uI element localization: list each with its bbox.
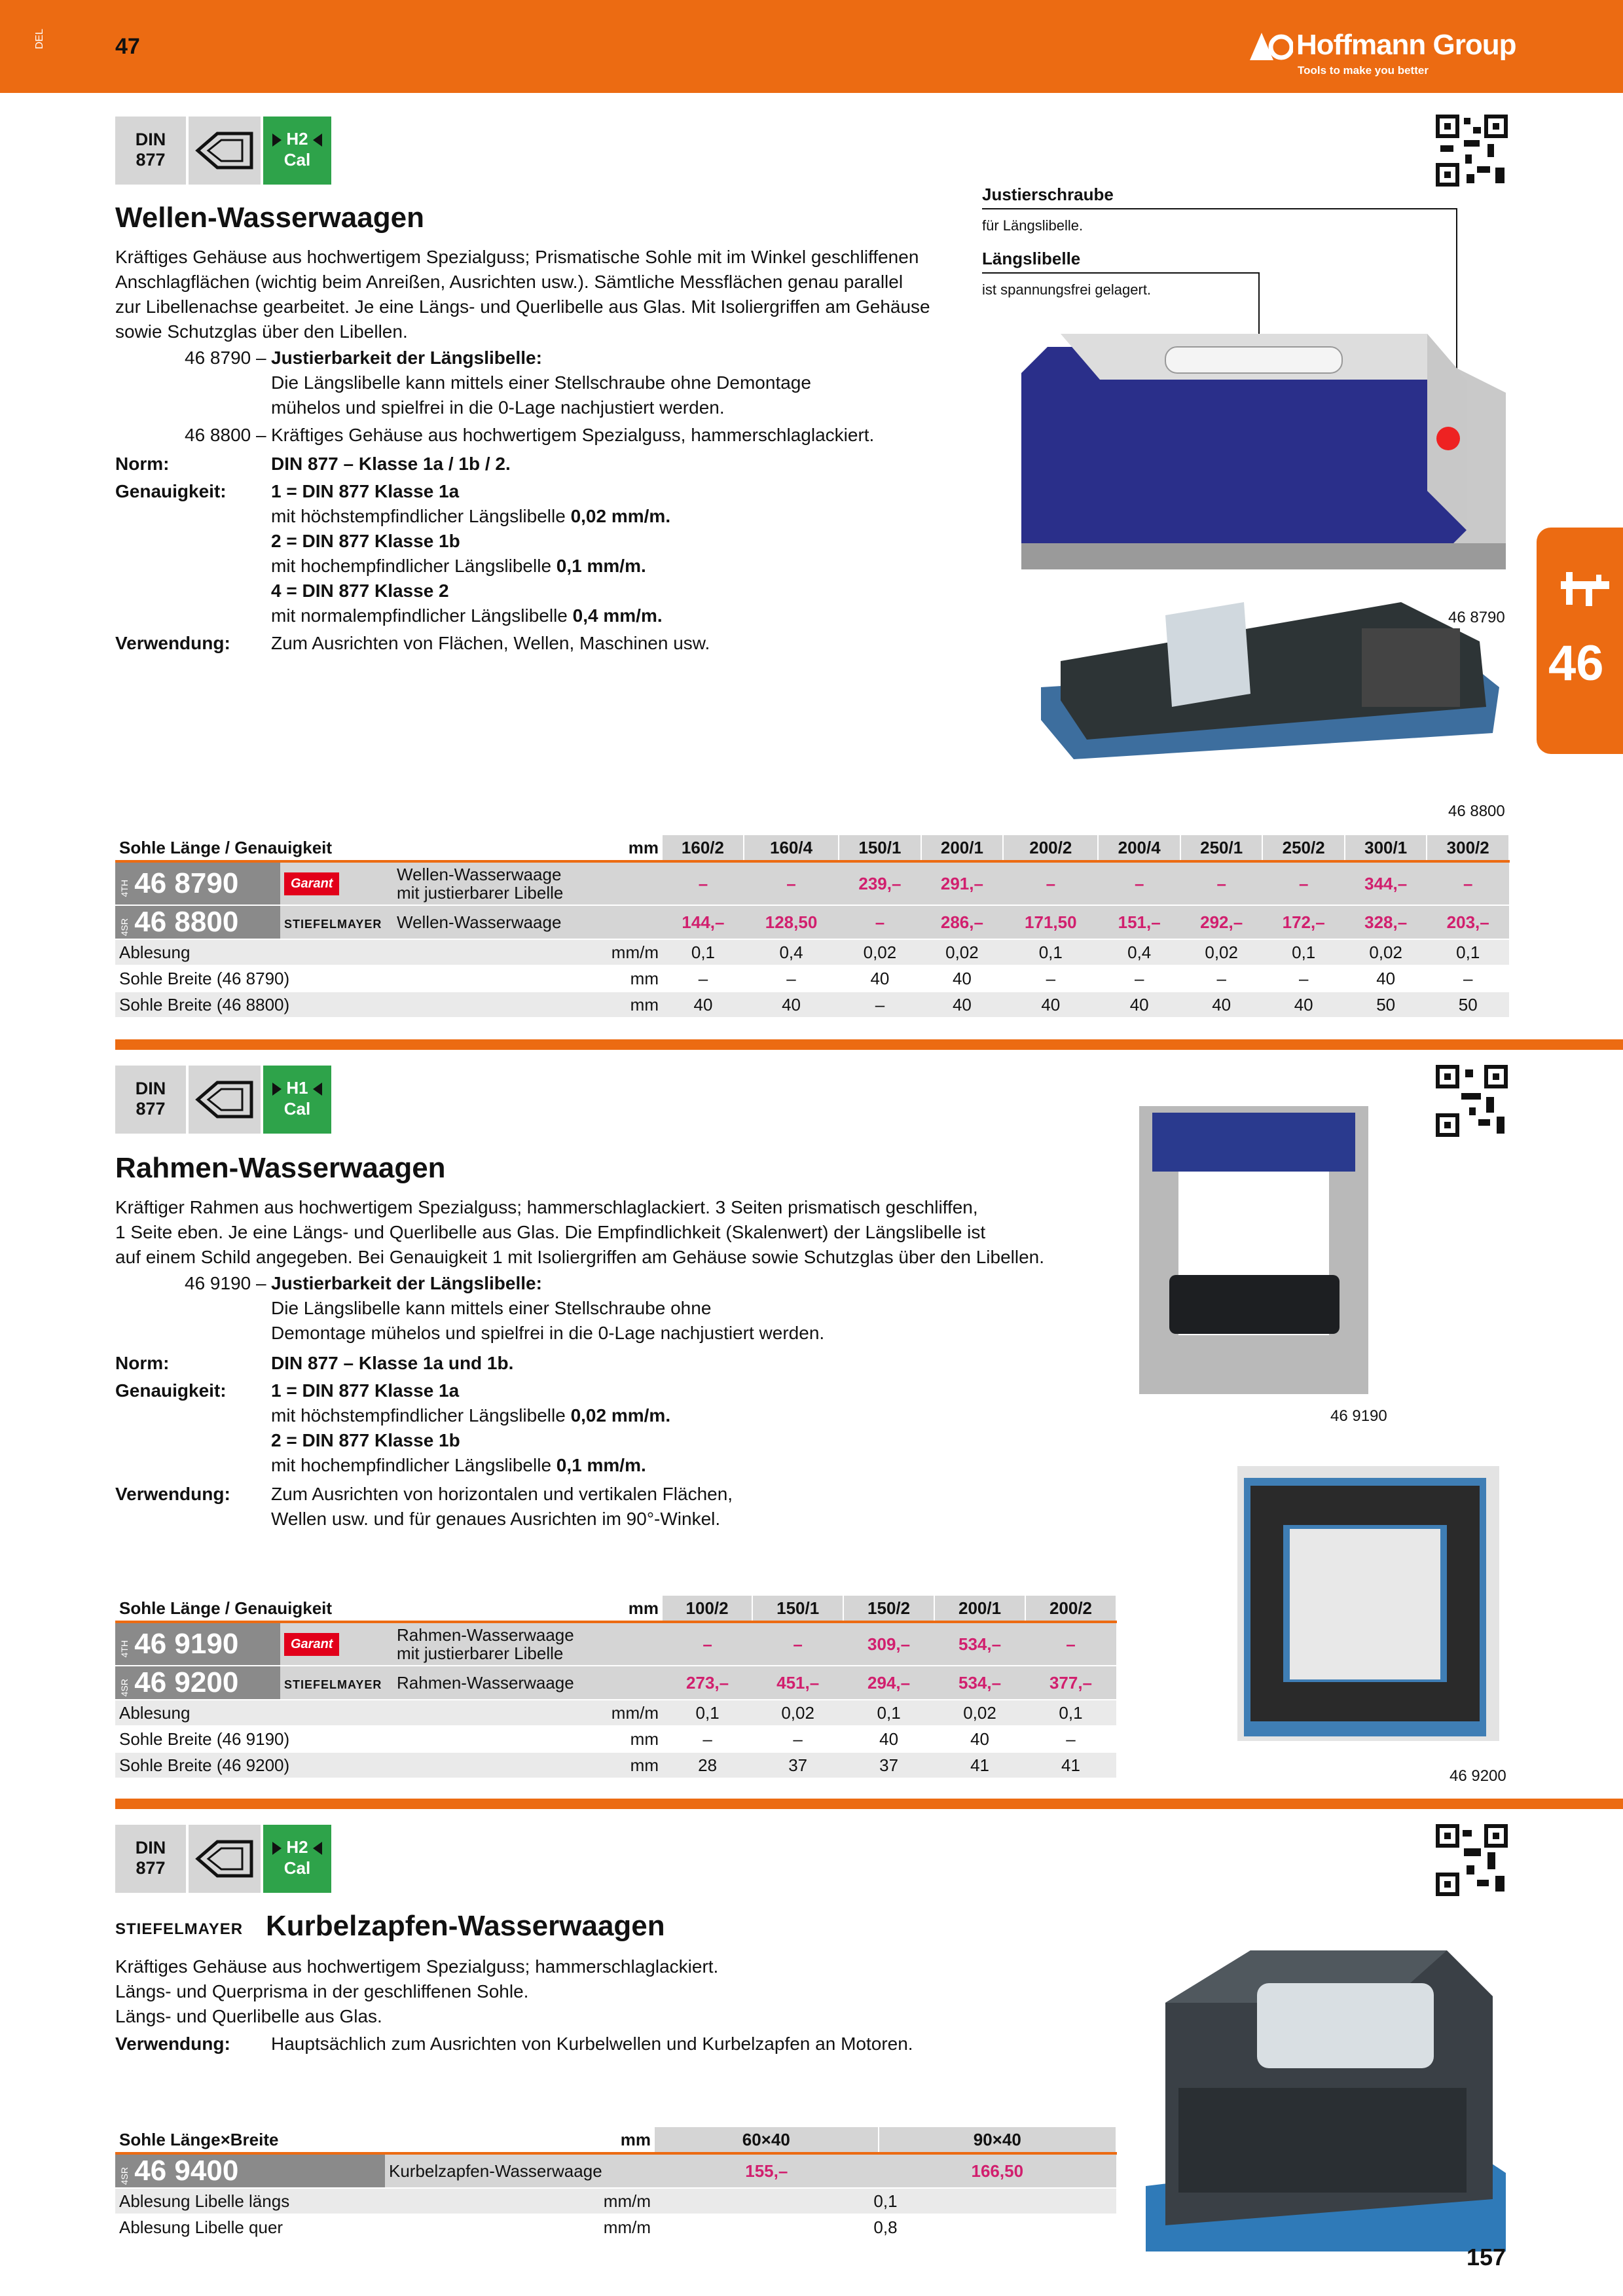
spec-cell: 40	[1003, 992, 1098, 1018]
size-column: 160/4	[744, 835, 839, 861]
row-description: Rahmen-Wasserwaage mit justierbarer Libelle	[393, 1622, 663, 1666]
spec-cell: –	[839, 992, 921, 1018]
norm-label: Norm:	[115, 454, 170, 474]
spec-cell: 37	[752, 1752, 843, 1778]
spec-cell: 0,02	[1345, 939, 1427, 965]
spec-cell: 0,1	[1025, 1700, 1116, 1726]
header-unit: mm	[393, 1596, 663, 1622]
section-title: Kurbelzapfen-Wasserwaagen	[266, 1910, 665, 1942]
spec-cell: 40	[934, 1726, 1025, 1752]
brand-logo: Garant	[280, 861, 393, 905]
price-cell: 203,–	[1427, 905, 1509, 939]
spec-cell: 0,1	[655, 2188, 1116, 2214]
price-cell: 309,–	[843, 1622, 934, 1666]
item-text: Kräftiges Gehäuse aus hochwertigem Spezialguss, hammerschlaglackiert.	[271, 425, 875, 445]
image-caption: 46 8790	[1448, 609, 1505, 626]
price-cell: –	[663, 861, 744, 905]
price-cell: –	[1003, 861, 1098, 905]
item-number: 46 9190 –	[185, 1273, 266, 1293]
table-row[interactable]	[115, 905, 1509, 939]
din-badge: DIN 877	[115, 1066, 186, 1134]
usage-label: Verwendung:	[115, 1484, 230, 1504]
price-cell: 155,–	[655, 2153, 879, 2188]
accuracy-class-badge: H1 Cal	[263, 1066, 331, 1134]
price-cell: 292,–	[1180, 905, 1263, 939]
spec-unit: mm/m	[385, 2214, 655, 2240]
price-cell: –	[1262, 861, 1345, 905]
spec-cell: 40	[843, 1726, 934, 1752]
image-caption: 46 8800	[1448, 802, 1505, 820]
triangle-right-icon	[272, 1842, 282, 1855]
triangle-left-icon	[313, 1842, 322, 1855]
spec-row	[115, 2188, 1116, 2214]
section-separator	[115, 1039, 1623, 1050]
triangle-left-icon	[313, 134, 322, 147]
accuracy-label: Genauigkeit:	[115, 481, 227, 501]
spec-label: Sohle Breite (46 9200)	[115, 1752, 393, 1778]
spec-cell: 0,1	[843, 1700, 934, 1726]
accuracy-class-badge: H2 Cal	[263, 117, 331, 185]
table-header	[115, 1596, 1116, 1622]
image-caption: 46 9200	[1450, 1767, 1506, 1785]
spec-cell: 0,1	[663, 1700, 752, 1726]
price-cell: 534,–	[934, 1622, 1025, 1666]
size-column: 150/2	[843, 1596, 934, 1622]
spec-cell: 0,02	[1180, 939, 1263, 965]
image-caption: 46 9190	[1330, 1407, 1387, 1425]
price-cell: 273,–	[663, 1666, 752, 1700]
price-cell: –	[1180, 861, 1263, 905]
size-column: 150/1	[752, 1596, 843, 1622]
brand-label: STIEFELMAYER	[115, 1920, 244, 1938]
spec-cell: 50	[1427, 992, 1509, 1018]
item-number: 46 8800 –	[185, 425, 266, 445]
spec-row	[115, 992, 1509, 1018]
article-number[interactable]: 4SR 46 8800	[115, 905, 280, 939]
table-row[interactable]	[115, 2153, 1116, 2188]
spec-cell: 0,1	[1427, 939, 1509, 965]
price-cell: 151,–	[1098, 905, 1180, 939]
spec-cell: 37	[843, 1752, 934, 1778]
accuracy-list: 1 = DIN 877 Klasse 1a mit höchstempfindlicher Längslibelle 0,02 mm/m. 2 = DIN 877 Klasse 1b mit hochempfindlicher Längslibelle 0,1 mm/m. 4 = DIN 877 Klasse 2 mit normalempfindlicher Längslibelle 0,4 mm/m.	[271, 481, 671, 626]
price-cell: 286,–	[921, 905, 1004, 939]
spec-unit: mm	[393, 992, 663, 1018]
section-intro: Kräftiges Gehäuse aus hochwertigem Spezialguss; hammerschlaglackiert. Längs- und Querprisma in der geschliffenen Sohle. Längs- und Querlibelle aus Glas.	[115, 1956, 719, 2026]
table-header	[115, 835, 1509, 861]
price-cell: 239,–	[839, 861, 921, 905]
header-label: Sohle Länge / Genauigkeit	[115, 1596, 393, 1622]
size-column: 90×40	[879, 2127, 1116, 2153]
item-heading: Justierbarkeit der Längslibelle:	[271, 1273, 542, 1293]
brand-tagline: Tools to make you better	[1298, 64, 1429, 77]
prism-level-icon	[189, 1066, 261, 1134]
article-number[interactable]: 4TH 46 8790	[115, 861, 280, 905]
spec-cell: –	[1025, 1726, 1116, 1752]
spec-row	[115, 1700, 1116, 1726]
spec-cell: 41	[1025, 1752, 1116, 1778]
spec-unit: mm	[393, 965, 663, 992]
row-description: Kurbelzapfen-Wasserwaage	[385, 2153, 655, 2188]
size-column: 200/4	[1098, 835, 1180, 861]
spec-label: Sohle Breite (46 9190)	[115, 1726, 393, 1752]
spec-cell: –	[1180, 965, 1263, 992]
spec-row	[115, 965, 1509, 992]
spec-cell: –	[663, 965, 744, 992]
spec-cell: 0,4	[1098, 939, 1180, 965]
spec-unit: mm	[393, 1752, 663, 1778]
spec-cell: 0,1	[1003, 939, 1098, 965]
spec-cell: 50	[1345, 992, 1427, 1018]
callout-title: Längslibelle	[982, 249, 1081, 268]
accuracy-list: 1 = DIN 877 Klasse 1a mit höchstempfindlicher Längslibelle 0,02 mm/m. 2 = DIN 877 Klasse 1b mit hochempfindlicher Längslibelle 0,1 mm/m.	[271, 1380, 671, 1475]
spec-cell: –	[1098, 965, 1180, 992]
spec-cell: –	[752, 1726, 843, 1752]
spec-label: Ablesung	[115, 939, 393, 965]
price-cell: 344,–	[1345, 861, 1427, 905]
side-code: DEL	[34, 29, 45, 50]
spec-row	[115, 939, 1509, 965]
page-number-bottom: 157	[1467, 2244, 1506, 2270]
prism-level-icon	[189, 117, 261, 185]
spec-unit: mm/m	[393, 1700, 663, 1726]
header-unit: mm	[393, 835, 663, 861]
price-cell: –	[752, 1622, 843, 1666]
callout-line	[982, 272, 1260, 274]
section-title: Wellen-Wasserwaagen	[115, 202, 424, 234]
row-description: Wellen-Wasserwaage	[393, 905, 663, 939]
spec-cell: 0,02	[934, 1700, 1025, 1726]
din-badge: DIN 877	[115, 117, 186, 185]
spec-cell: 0,1	[663, 939, 744, 965]
triangle-left-icon	[313, 1083, 322, 1096]
price-cell: 128,50	[744, 905, 839, 939]
qr-code-icon[interactable]	[1435, 1064, 1508, 1138]
spec-label: Ablesung	[115, 1700, 393, 1726]
size-column: 200/1	[921, 835, 1004, 861]
spec-cell: 40	[921, 965, 1004, 992]
spec-cell: 40	[1098, 992, 1180, 1018]
price-cell: –	[1427, 861, 1509, 905]
usage-label: Verwendung:	[115, 633, 230, 653]
item-heading: Justierbarkeit der Längslibelle:	[271, 348, 542, 368]
spec-cell: 28	[663, 1752, 752, 1778]
norm-label: Norm:	[115, 1353, 170, 1373]
article-number[interactable]: 4SR 46 9400	[115, 2153, 385, 2188]
spec-row	[115, 1726, 1116, 1752]
caliper-icon	[1557, 568, 1613, 614]
spec-cell: 40	[1262, 992, 1345, 1018]
article-number[interactable]: 4TH 46 9190	[115, 1622, 280, 1666]
spec-cell: 0,8	[655, 2214, 1116, 2240]
price-cell: –	[839, 905, 921, 939]
section-intro: Kräftiges Gehäuse aus hochwertigem Spezialguss; Prismatische Sohle mit im Winkel geschliffenen Anschlagflächen (wichtig beim Anreißen, Ausrichten usw.). Sämtliche Messflächen genau parallel zur Libellenachse gearbeitet. Je eine Längs- und Querlibelle aus Glas. Mit Isoliergriffen am Gehäuse sowie Schutzglas über den Libellen.	[115, 247, 930, 342]
table-header	[115, 2127, 1116, 2153]
price-cell: 294,–	[843, 1666, 934, 1700]
price-cell: 451,–	[752, 1666, 843, 1700]
triangle-right-icon	[272, 1083, 282, 1096]
section-separator	[115, 1799, 1623, 1809]
spec-cell: –	[744, 965, 839, 992]
size-column: 300/2	[1427, 835, 1509, 861]
item-text: Die Längslibelle kann mittels einer Stellschraube ohne Demontage mühelos und spielfrei in die 0-Lage nachjustiert werden.	[271, 372, 811, 418]
size-column: 250/1	[1180, 835, 1263, 861]
spec-cell: 40	[663, 992, 744, 1018]
size-column: 150/1	[839, 835, 921, 861]
spec-unit: mm/m	[385, 2188, 655, 2214]
section-intro: Kräftiger Rahmen aus hochwertigem Spezialguss; hammerschlaglackiert. 3 Seiten prismatisch geschliffen, 1 Seite eben. Je eine Längs- und Querlibelle aus Glas. Die Empfindlichkeit (Skalenwert) der Längslibelle ist auf einem Schild angegeben. Bei Genauigkeit 1 mit Isoliergriffen am Gehäuse sowie Schutzglas über den Libellen.	[115, 1197, 1045, 1267]
price-cell: –	[1025, 1622, 1116, 1666]
norm-value: DIN 877 – Klasse 1a und 1b.	[271, 1353, 514, 1373]
accuracy-label: Genauigkeit:	[115, 1380, 227, 1401]
spec-label: Ablesung Libelle längs	[115, 2188, 385, 2214]
spec-cell: 40	[1180, 992, 1263, 1018]
size-column: 200/2	[1003, 835, 1098, 861]
header-unit: mm	[385, 2127, 655, 2153]
spec-unit: mm/m	[393, 939, 663, 965]
brand-logo: STIEFELMAYER	[280, 1666, 393, 1700]
spec-cell: 0,02	[921, 939, 1004, 965]
spec-cell: 0,4	[744, 939, 839, 965]
spec-label: Sohle Breite (46 8800)	[115, 992, 393, 1018]
spec-unit: mm	[393, 1726, 663, 1752]
spec-cell: –	[1003, 965, 1098, 992]
price-cell: 291,–	[921, 861, 1004, 905]
spec-cell: 40	[839, 965, 921, 992]
section-title: Rahmen-Wasserwaagen	[115, 1152, 446, 1184]
price-cell: 172,–	[1262, 905, 1345, 939]
brand-logo: Hoffmann Group	[1296, 29, 1516, 61]
article-number[interactable]: 4SR 46 9200	[115, 1666, 280, 1700]
din-badge: DIN 877	[115, 1825, 186, 1893]
spec-cell: –	[663, 1726, 752, 1752]
table-row[interactable]	[115, 1622, 1116, 1666]
chapter-number: 46	[1548, 636, 1604, 691]
usage-value: Hauptsächlich zum Ausrichten von Kurbelwellen und Kurbelzapfen an Motoren.	[271, 2034, 913, 2054]
spec-cell: 40	[1345, 965, 1427, 992]
product-image-468800	[1034, 589, 1506, 766]
header-label: Sohle Länge / Genauigkeit	[115, 835, 393, 861]
size-column: 200/2	[1025, 1596, 1116, 1622]
price-table	[115, 835, 1510, 1018]
product-image-468790	[1008, 308, 1506, 576]
price-cell: –	[663, 1622, 752, 1666]
size-column: 250/2	[1262, 835, 1345, 861]
price-cell: 166,50	[879, 2153, 1116, 2188]
spec-label: Sohle Breite (46 8790)	[115, 965, 393, 992]
usage-value: Zum Ausrichten von Flächen, Wellen, Maschinen usw.	[271, 633, 710, 653]
brand-logo: STIEFELMAYER	[280, 905, 393, 939]
brand-logo: Garant	[280, 1622, 393, 1666]
usage-value: Zum Ausrichten von horizontalen und vertikalen Flächen, Wellen usw. und für genaues Ausrichten im 90°-Winkel.	[271, 1484, 733, 1529]
size-column: 300/1	[1345, 835, 1427, 861]
table-row[interactable]	[115, 861, 1509, 905]
price-cell: –	[1098, 861, 1180, 905]
callout-text: ist spannungsfrei gelagert.	[982, 281, 1152, 298]
size-column: 60×40	[655, 2127, 879, 2153]
item-text: Die Längslibelle kann mittels einer Stellschraube ohne Demontage mühelos und spielfrei in die 0-Lage nachjustiert werden.	[271, 1298, 825, 1343]
size-column: 160/2	[663, 835, 744, 861]
accuracy-class-badge: H2 Cal	[263, 1825, 331, 1893]
table-row[interactable]	[115, 1666, 1116, 1700]
price-cell: 171,50	[1003, 905, 1098, 939]
row-description: Rahmen-Wasserwaage	[393, 1666, 663, 1700]
price-cell: 534,–	[934, 1666, 1025, 1700]
spec-cell: –	[1262, 965, 1345, 992]
norm-value: DIN 877 – Klasse 1a / 1b / 2.	[271, 454, 511, 474]
spec-row	[115, 1752, 1116, 1778]
price-cell: 144,–	[663, 905, 744, 939]
price-table	[115, 1596, 1117, 1779]
callout-title: Justierschraube	[982, 185, 1114, 204]
qr-code-icon[interactable]	[1435, 1823, 1508, 1897]
spec-label: Ablesung Libelle quer	[115, 2214, 385, 2240]
header-label: Sohle Länge×Breite	[115, 2127, 385, 2153]
spec-row	[115, 2214, 1116, 2240]
spec-cell: 40	[921, 992, 1004, 1018]
page-number-top: 47	[115, 34, 140, 59]
row-description: Wellen-Wasserwaage mit justierbarer Libelle	[393, 861, 663, 905]
price-cell: 377,–	[1025, 1666, 1116, 1700]
price-table	[115, 2127, 1117, 2241]
callout-text: für Längslibelle.	[982, 217, 1084, 234]
spec-cell: 41	[934, 1752, 1025, 1778]
triangle-right-icon	[272, 134, 282, 147]
spec-cell: 0,02	[752, 1700, 843, 1726]
spec-cell: 0,1	[1262, 939, 1345, 965]
callout-line	[982, 208, 1457, 209]
qr-code-icon[interactable]	[1435, 114, 1508, 187]
product-image-469400	[1139, 1924, 1512, 2251]
product-image-469200	[1237, 1466, 1506, 1748]
spec-cell: 40	[744, 992, 839, 1018]
size-column: 200/1	[934, 1596, 1025, 1622]
size-column: 100/2	[663, 1596, 752, 1622]
price-cell: 328,–	[1345, 905, 1427, 939]
prism-level-icon	[189, 1825, 261, 1893]
price-cell: –	[744, 861, 839, 905]
hoffmann-logo-icon	[1247, 30, 1293, 63]
spec-cell: –	[1427, 965, 1509, 992]
item-number: 46 8790 –	[185, 348, 266, 368]
product-image-469190	[1133, 1100, 1381, 1401]
usage-label: Verwendung:	[115, 2034, 230, 2054]
spec-cell: 0,02	[839, 939, 921, 965]
